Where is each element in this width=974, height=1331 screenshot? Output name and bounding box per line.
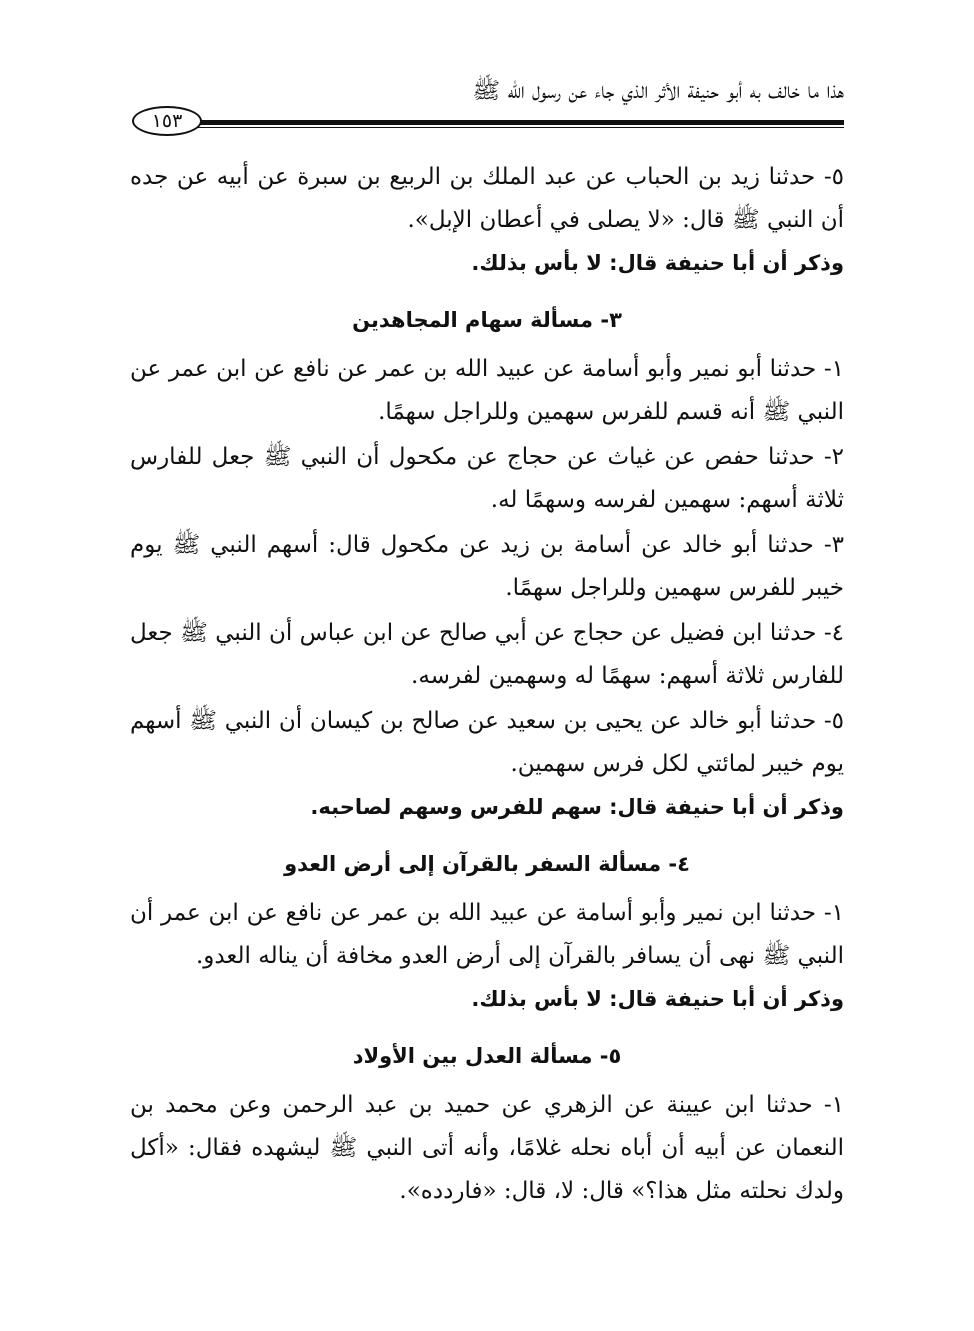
hadith-paragraph: ٤- حدثنا ابن فضيل عن حجاج عن أبي صالح عن ابن عباس أن النبي ﷺ جعل للفارس ثلاثة أسهم: سهمًا له وسهمين لفرسه. — [130, 620, 844, 689]
section-heading: ٥- مسألة العدل بين الأولاد — [352, 1044, 622, 1068]
hadith-paragraph: ١- حدثنا أبو نمير وأبو أسامة عن عبيد الله بن عمر عن نافع عن ابن عمر عن النبي ﷺ أنه قسم للفرس سهمين وللراجل سهمًا. — [130, 356, 844, 425]
hadith-paragraph: ٥- حدثنا أبو خالد عن يحيى بن سعيد عن صالح بن كيسان أن النبي ﷺ أسهم يوم خيبر لمائتي لكل فرس سهمين. — [130, 708, 844, 777]
hadith-paragraph: ١- حدثنا ابن عيينة عن الزهري عن حميد بن عبد الرحمن وعن محمد بن النعمان عن أبيه أن أباه نحله غلامًا، وأنه أتى النبي ﷺ ليشهده فقال: «أكل ولدك نحلته مثل هذا؟» قال: لا، قال: «فاردده». — [130, 1092, 844, 1204]
running-title: هذا ما خالف به أبو حنيفة الأثر الذي جاء عن رسول الله ﷺ — [472, 78, 844, 104]
page-number: ١٥٣ — [132, 106, 202, 136]
header-rule-thin — [196, 127, 844, 128]
abu-hanifa-verdict: وذكر أن أبا حنيفة قال: لا بأس بذلك. — [471, 987, 844, 1011]
abu-hanifa-verdict: وذكر أن أبا حنيفة قال: سهم للفرس وسهم لصاحبه. — [310, 795, 844, 819]
header-rule-thick — [196, 120, 844, 125]
hadith-paragraph: ٢- حدثنا حفص عن غياث عن حجاج عن مكحول أن النبي ﷺ جعل للفارس ثلاثة أسهم: سهمين لفرسه وسهمًا له. — [130, 444, 844, 513]
hadith-paragraph: ١- حدثنا ابن نمير وأبو أسامة عن عبيد الله بن عمر عن نافع عن ابن عمر أن النبي ﷺ نهى أن يسافر بالقرآن إلى أرض العدو مخافة أن يناله العدو. — [130, 900, 844, 969]
page-body — [130, 156, 844, 1213]
hadith-paragraph: ٥- حدثنا زيد بن الحباب عن عبد الملك بن الربيع بن سبرة عن أبيه عن جده أن النبي ﷺ قال: «لا يصلى في أعطان الإبل». — [130, 164, 844, 233]
page-header — [130, 76, 844, 132]
section-heading: ٤- مسألة السفر بالقرآن إلى أرض العدو — [284, 852, 690, 876]
hadith-paragraph: ٣- حدثنا أبو خالد عن أسامة بن زيد عن مكحول قال: أسهم النبي ﷺ يوم خيبر للفرس سهمين وللراجل سهمًا. — [130, 532, 844, 601]
section-heading: ٣- مسألة سهام المجاهدين — [352, 308, 622, 332]
abu-hanifa-verdict: وذكر أن أبا حنيفة قال: لا بأس بذلك. — [471, 251, 844, 275]
